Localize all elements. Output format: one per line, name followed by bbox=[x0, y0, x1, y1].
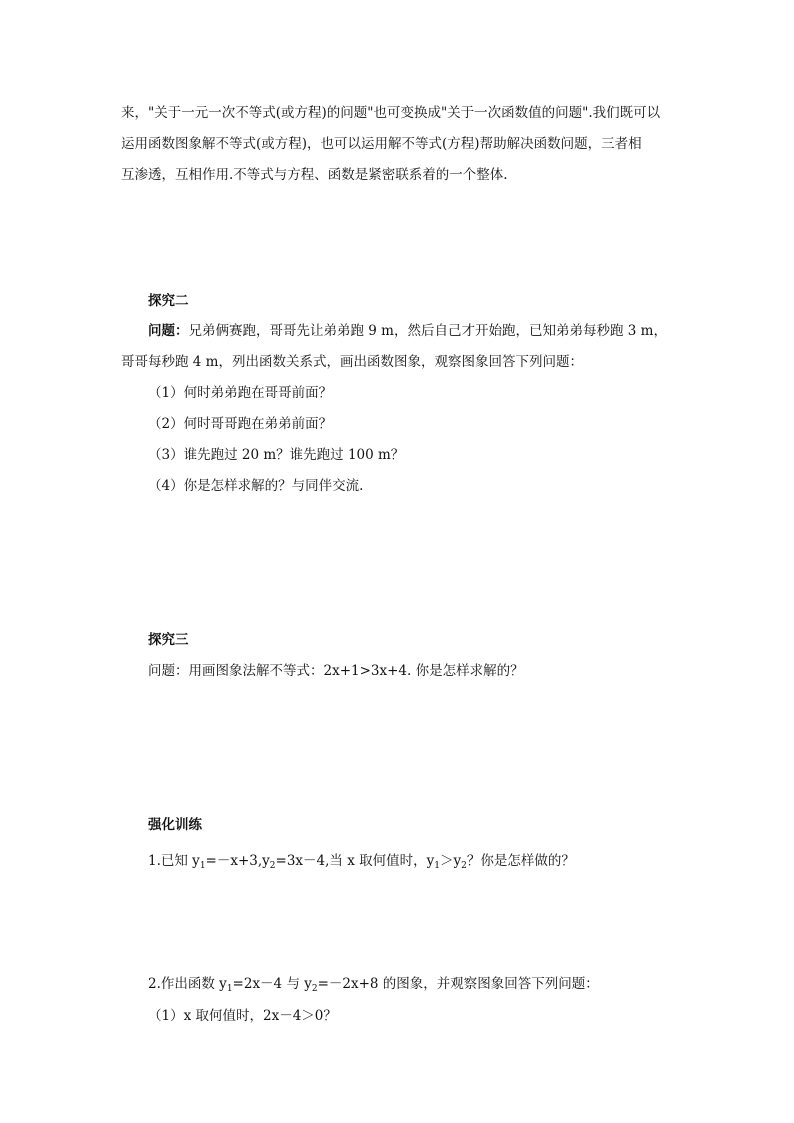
training-heading: 强化训练 bbox=[148, 817, 202, 833]
training-exercise-2: 2.作出函数 $y_1=2x-4$ 与 $y_2=-2x+8$ 的图象，并观察图象回答下列问题： bbox=[148, 976, 599, 994]
explore-2-question-1: （1）何时弟弟跑在哥哥前面？ bbox=[148, 385, 333, 401]
intro-line-1: 来，"关于一元一次不等式(或方程)的问题"也可变换成"关于一次函数值的问题".我们既可以 bbox=[121, 105, 661, 121]
explore-2-question-3: （3）谁先跑过 20 m？谁先跑过 100 m？ bbox=[148, 447, 405, 463]
training-exercise-1: 1.已知 $y_1=-x+3,y_2=3x-4$,当 x 取何值时，$y_1>y_2$？你是怎样做的？ bbox=[148, 853, 575, 871]
explore-3-heading: 探究三 bbox=[148, 632, 189, 648]
explore-3-problem: 问题：用画图象法解不等式：2x+1>3x+4. 你是怎样求解的？ bbox=[148, 663, 524, 679]
problem-text: 兄弟俩赛跑，哥哥先让弟弟跑 9 m，然后自己才开始跑，已知弟弟每秒跑 3 m， bbox=[188, 323, 667, 339]
explore-2-question-2: （2）何时哥哥跑在弟弟前面？ bbox=[148, 416, 333, 432]
problem-label: 问题： bbox=[148, 323, 189, 339]
training-exercise-2-question-1: （1）x 取何值时，2x－4＞0？ bbox=[148, 1008, 337, 1024]
explore-2-heading: 探究二 bbox=[148, 293, 189, 309]
explore-2-problem-line-1 bbox=[148, 322, 667, 340]
explore-2-problem-line-2: 哥哥每秒跑 4 m，列出函数关系式，画出函数图象，观察图象回答下列问题： bbox=[121, 354, 583, 370]
intro-line-2: 运用函数图象解不等式(或方程)，也可以运用解不等式(方程)帮助解决函数问题，三者相 bbox=[121, 136, 642, 152]
intro-line-3: 互渗透，互相作用.不等式与方程、函数是紧密联系着的一个整体. bbox=[121, 167, 508, 183]
explore-2-question-4: （4）你是怎样求解的？与同伴交流. bbox=[148, 478, 364, 494]
